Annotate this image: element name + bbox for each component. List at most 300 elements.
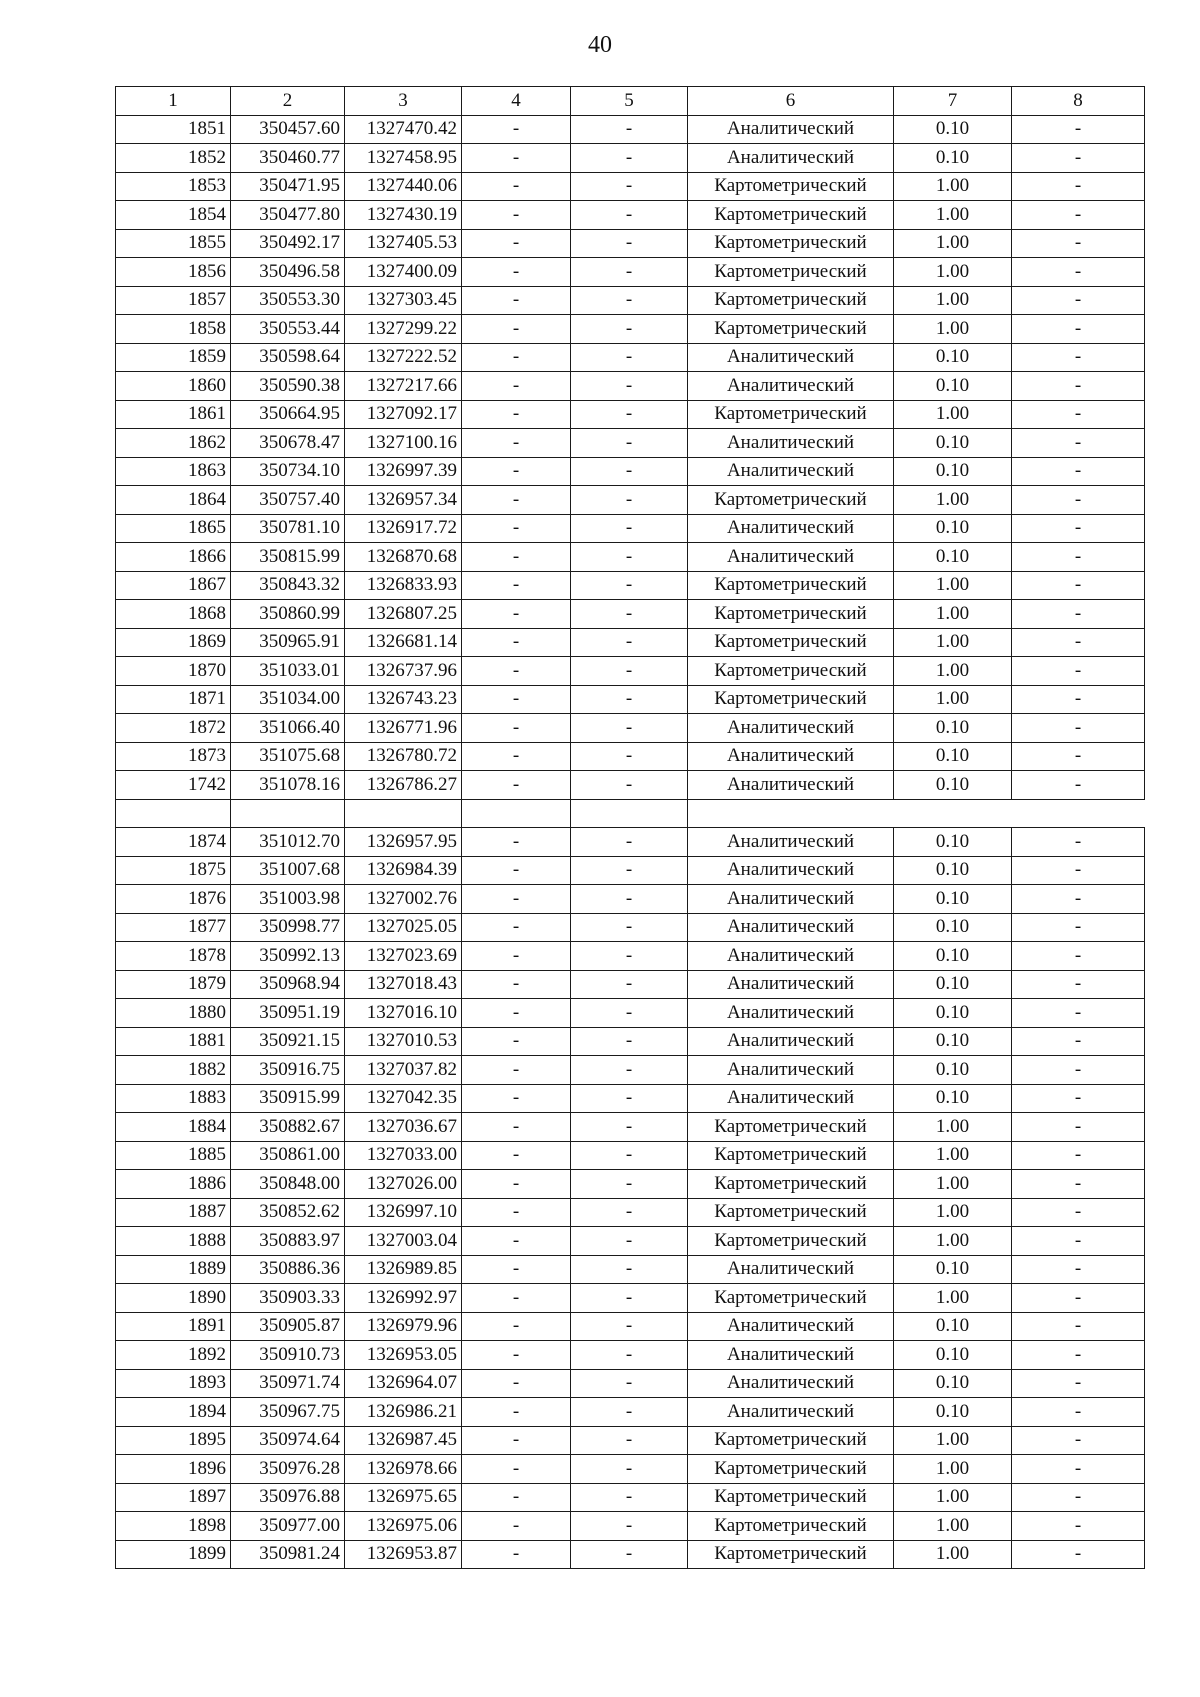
accuracy-cell: 0.10	[894, 742, 1012, 771]
table-row	[116, 771, 1145, 800]
y-coordinate-cell: 1327440.06	[345, 172, 462, 201]
col8-cell: -	[1012, 258, 1145, 287]
point-number-cell: 1896	[116, 1455, 231, 1484]
point-number-cell: 1869	[116, 628, 231, 657]
method-cell: Картометрический	[688, 258, 894, 287]
x-coordinate-cell: 350492.17	[231, 229, 345, 258]
accuracy-cell: 1.00	[894, 1426, 1012, 1455]
y-coordinate-cell: 1326786.27	[345, 771, 462, 800]
col5-cell: -	[571, 1312, 688, 1341]
col8-cell: -	[1012, 1198, 1145, 1227]
col4-cell: -	[462, 1027, 571, 1056]
table-row	[116, 685, 1145, 714]
point-number-cell: 1885	[116, 1141, 231, 1170]
x-coordinate-cell: 351066.40	[231, 714, 345, 743]
point-number-cell: 1862	[116, 429, 231, 458]
x-coordinate-cell: 350757.40	[231, 486, 345, 515]
table-row	[116, 970, 1145, 999]
col5-cell: -	[571, 571, 688, 600]
col8-cell: -	[1012, 856, 1145, 885]
table-row	[116, 628, 1145, 657]
x-coordinate-cell: 350971.74	[231, 1369, 345, 1398]
table-row	[116, 400, 1145, 429]
table-row	[116, 1113, 1145, 1142]
col5-cell: -	[571, 657, 688, 686]
accuracy-cell: 0.10	[894, 1056, 1012, 1085]
col4-cell: -	[462, 913, 571, 942]
table-row	[116, 714, 1145, 743]
table-row	[116, 1084, 1145, 1113]
col8-cell: -	[1012, 372, 1145, 401]
col8-cell: -	[1012, 1455, 1145, 1484]
table-row	[116, 201, 1145, 230]
x-coordinate-cell: 350905.87	[231, 1312, 345, 1341]
table-row	[116, 286, 1145, 315]
accuracy-cell: 1.00	[894, 229, 1012, 258]
table-row	[116, 913, 1145, 942]
col4-cell: -	[462, 685, 571, 714]
col8-cell: -	[1012, 885, 1145, 914]
point-number-cell: 1853	[116, 172, 231, 201]
accuracy-cell: 0.10	[894, 343, 1012, 372]
y-coordinate-cell: 1326987.45	[345, 1426, 462, 1455]
point-number-cell: 1858	[116, 315, 231, 344]
y-coordinate-cell: 1326997.10	[345, 1198, 462, 1227]
col5-cell: -	[571, 970, 688, 999]
y-coordinate-cell: 1326953.87	[345, 1540, 462, 1569]
y-coordinate-cell: 1326833.93	[345, 571, 462, 600]
col8-cell: -	[1012, 315, 1145, 344]
method-cell: Картометрический	[688, 1540, 894, 1569]
col5-cell: -	[571, 600, 688, 629]
col8-cell: -	[1012, 999, 1145, 1028]
header-cell: 6	[688, 87, 894, 116]
y-coordinate-cell: 1327002.76	[345, 885, 462, 914]
x-coordinate-cell: 350965.91	[231, 628, 345, 657]
accuracy-cell: 0.10	[894, 1312, 1012, 1341]
accuracy-cell: 1.00	[894, 1198, 1012, 1227]
col8-cell: -	[1012, 1341, 1145, 1370]
col4-cell: -	[462, 1113, 571, 1142]
y-coordinate-cell: 1327042.35	[345, 1084, 462, 1113]
y-coordinate-cell: 1326992.97	[345, 1284, 462, 1313]
header-cell: 2	[231, 87, 345, 116]
y-coordinate-cell: 1326737.96	[345, 657, 462, 686]
point-number-cell: 1877	[116, 913, 231, 942]
y-coordinate-cell: 1326964.07	[345, 1369, 462, 1398]
table-row	[116, 1398, 1145, 1427]
point-number-cell: 1884	[116, 1113, 231, 1142]
method-cell: Картометрический	[688, 1512, 894, 1541]
x-coordinate-cell: 350848.00	[231, 1170, 345, 1199]
header-cell: 3	[345, 87, 462, 116]
method-cell: Аналитический	[688, 1369, 894, 1398]
point-number-cell: 1892	[116, 1341, 231, 1370]
x-coordinate-cell: 350457.60	[231, 115, 345, 144]
method-cell: Аналитический	[688, 1027, 894, 1056]
x-coordinate-cell: 350477.80	[231, 201, 345, 230]
col5-cell: -	[571, 1170, 688, 1199]
col5-cell: -	[571, 115, 688, 144]
x-coordinate-cell: 350815.99	[231, 543, 345, 572]
method-cell: Аналитический	[688, 1056, 894, 1085]
table-row	[116, 1483, 1145, 1512]
col5-cell: -	[571, 343, 688, 372]
col4-cell: -	[462, 1512, 571, 1541]
x-coordinate-cell: 350951.19	[231, 999, 345, 1028]
x-coordinate-cell: 350968.94	[231, 970, 345, 999]
col4-cell: -	[462, 1084, 571, 1113]
y-coordinate-cell: 1327222.52	[345, 343, 462, 372]
col8-cell: -	[1012, 1512, 1145, 1541]
col4-cell: -	[462, 970, 571, 999]
col4-cell: -	[462, 457, 571, 486]
x-coordinate-cell: 350860.99	[231, 600, 345, 629]
point-number-cell: 1874	[116, 828, 231, 857]
col8-cell: -	[1012, 543, 1145, 572]
table-row	[116, 315, 1145, 344]
y-coordinate-cell: 1327025.05	[345, 913, 462, 942]
col4-cell: -	[462, 429, 571, 458]
y-coordinate-cell: 1327430.19	[345, 201, 462, 230]
col5-cell: -	[571, 1056, 688, 1085]
col8-cell: -	[1012, 1027, 1145, 1056]
header-cell: 7	[894, 87, 1012, 116]
y-coordinate-cell: 1327018.43	[345, 970, 462, 999]
point-number-cell: 1865	[116, 514, 231, 543]
col4-cell: -	[462, 201, 571, 230]
method-cell: Картометрический	[688, 1113, 894, 1142]
x-coordinate-cell: 351007.68	[231, 856, 345, 885]
method-cell: Картометрический	[688, 172, 894, 201]
col4-cell: -	[462, 172, 571, 201]
table-row	[116, 172, 1145, 201]
point-number-cell: 1867	[116, 571, 231, 600]
point-number-cell: 1881	[116, 1027, 231, 1056]
col8-cell: -	[1012, 1227, 1145, 1256]
method-cell: Аналитический	[688, 856, 894, 885]
col5-cell: -	[571, 172, 688, 201]
method-cell: Картометрический	[688, 628, 894, 657]
col4-cell: -	[462, 1312, 571, 1341]
accuracy-cell: 0.10	[894, 1027, 1012, 1056]
col4-cell: -	[462, 1056, 571, 1085]
col8-cell: -	[1012, 970, 1145, 999]
col5-cell: -	[571, 1027, 688, 1056]
x-coordinate-cell: 350843.32	[231, 571, 345, 600]
x-coordinate-cell: 350590.38	[231, 372, 345, 401]
point-number-cell: 1875	[116, 856, 231, 885]
table-row	[116, 229, 1145, 258]
method-cell: Картометрический	[688, 571, 894, 600]
point-number-cell: 1871	[116, 685, 231, 714]
col5-cell: -	[571, 543, 688, 572]
table-row	[116, 1312, 1145, 1341]
method-cell: Аналитический	[688, 1341, 894, 1370]
table-header-row	[116, 87, 1145, 116]
col4-cell: -	[462, 229, 571, 258]
col5-cell: -	[571, 1084, 688, 1113]
col8-cell: -	[1012, 1113, 1145, 1142]
header-cell: 4	[462, 87, 571, 116]
col4-cell: -	[462, 657, 571, 686]
x-coordinate-cell: 350553.30	[231, 286, 345, 315]
col8-cell: -	[1012, 201, 1145, 230]
method-cell: Картометрический	[688, 400, 894, 429]
x-coordinate-cell: 350992.13	[231, 942, 345, 971]
method-cell: Аналитический	[688, 742, 894, 771]
point-number-cell: 1873	[116, 742, 231, 771]
empty-cell	[345, 799, 462, 828]
table-row	[116, 1369, 1145, 1398]
accuracy-cell: 0.10	[894, 1255, 1012, 1284]
coordinates-table	[115, 86, 1145, 1569]
point-number-cell: 1852	[116, 144, 231, 173]
table-row	[116, 1341, 1145, 1370]
col4-cell: -	[462, 144, 571, 173]
x-coordinate-cell: 350998.77	[231, 913, 345, 942]
col8-cell: -	[1012, 1426, 1145, 1455]
method-cell: Картометрический	[688, 657, 894, 686]
page-number: 40	[588, 32, 612, 58]
method-cell: Картометрический	[688, 1227, 894, 1256]
table-row	[116, 1284, 1145, 1313]
method-cell: Аналитический	[688, 970, 894, 999]
col4-cell: -	[462, 315, 571, 344]
point-number-cell: 1861	[116, 400, 231, 429]
x-coordinate-cell: 350910.73	[231, 1341, 345, 1370]
col8-cell: -	[1012, 1084, 1145, 1113]
col8-cell: -	[1012, 457, 1145, 486]
col8-cell: -	[1012, 400, 1145, 429]
y-coordinate-cell: 1327092.17	[345, 400, 462, 429]
x-coordinate-cell: 350861.00	[231, 1141, 345, 1170]
col4-cell: -	[462, 543, 571, 572]
col5-cell: -	[571, 1141, 688, 1170]
method-cell: Аналитический	[688, 343, 894, 372]
col8-cell: -	[1012, 771, 1145, 800]
accuracy-cell: 0.10	[894, 1369, 1012, 1398]
col8-cell: -	[1012, 913, 1145, 942]
col8-cell: -	[1012, 1540, 1145, 1569]
col4-cell: -	[462, 372, 571, 401]
col8-cell: -	[1012, 286, 1145, 315]
method-cell: Картометрический	[688, 286, 894, 315]
y-coordinate-cell: 1327036.67	[345, 1113, 462, 1142]
x-coordinate-cell: 350976.28	[231, 1455, 345, 1484]
table-row	[116, 543, 1145, 572]
accuracy-cell: 1.00	[894, 258, 1012, 287]
point-number-cell: 1898	[116, 1512, 231, 1541]
method-cell: Аналитический	[688, 429, 894, 458]
accuracy-cell: 1.00	[894, 1170, 1012, 1199]
method-cell: Аналитический	[688, 457, 894, 486]
y-coordinate-cell: 1326681.14	[345, 628, 462, 657]
accuracy-cell: 1.00	[894, 201, 1012, 230]
header-cell: 5	[571, 87, 688, 116]
x-coordinate-cell: 351003.98	[231, 885, 345, 914]
y-coordinate-cell: 1327023.69	[345, 942, 462, 971]
point-number-cell: 1859	[116, 343, 231, 372]
col5-cell: -	[571, 1398, 688, 1427]
col5-cell: -	[571, 942, 688, 971]
y-coordinate-cell: 1326953.05	[345, 1341, 462, 1370]
accuracy-cell: 1.00	[894, 1540, 1012, 1569]
table-row	[116, 372, 1145, 401]
col5-cell: -	[571, 429, 688, 458]
y-coordinate-cell: 1327458.95	[345, 144, 462, 173]
table-row	[116, 856, 1145, 885]
empty-cell	[231, 799, 345, 828]
col5-cell: -	[571, 1284, 688, 1313]
x-coordinate-cell: 350916.75	[231, 1056, 345, 1085]
table-row	[116, 571, 1145, 600]
point-number-cell: 1870	[116, 657, 231, 686]
col5-cell: -	[571, 885, 688, 914]
accuracy-cell: 0.10	[894, 970, 1012, 999]
accuracy-cell: 0.10	[894, 885, 1012, 914]
point-number-cell: 1854	[116, 201, 231, 230]
col4-cell: -	[462, 1455, 571, 1484]
point-number-cell: 1880	[116, 999, 231, 1028]
y-coordinate-cell: 1326979.96	[345, 1312, 462, 1341]
accuracy-cell: 1.00	[894, 1512, 1012, 1541]
accuracy-cell: 1.00	[894, 1483, 1012, 1512]
accuracy-cell: 1.00	[894, 1455, 1012, 1484]
col8-cell: -	[1012, 600, 1145, 629]
accuracy-cell: 1.00	[894, 400, 1012, 429]
table-row	[116, 258, 1145, 287]
point-number-cell: 1878	[116, 942, 231, 971]
accuracy-cell: 0.10	[894, 429, 1012, 458]
col5-cell: -	[571, 714, 688, 743]
col8-cell: -	[1012, 1141, 1145, 1170]
table-row	[116, 1198, 1145, 1227]
method-cell: Картометрический	[688, 600, 894, 629]
col4-cell: -	[462, 771, 571, 800]
accuracy-cell: 1.00	[894, 286, 1012, 315]
point-number-cell: 1868	[116, 600, 231, 629]
x-coordinate-cell: 350883.97	[231, 1227, 345, 1256]
y-coordinate-cell: 1327303.45	[345, 286, 462, 315]
col8-cell: -	[1012, 229, 1145, 258]
col5-cell: -	[571, 514, 688, 543]
y-coordinate-cell: 1326986.21	[345, 1398, 462, 1427]
table-row	[116, 999, 1145, 1028]
col4-cell: -	[462, 856, 571, 885]
method-cell: Аналитический	[688, 999, 894, 1028]
accuracy-cell: 0.10	[894, 714, 1012, 743]
accuracy-cell: 0.10	[894, 913, 1012, 942]
col8-cell: -	[1012, 115, 1145, 144]
point-number-cell: 1879	[116, 970, 231, 999]
point-number-cell: 1882	[116, 1056, 231, 1085]
accuracy-cell: 1.00	[894, 571, 1012, 600]
table-row	[116, 1426, 1145, 1455]
accuracy-cell: 1.00	[894, 1113, 1012, 1142]
col8-cell: -	[1012, 429, 1145, 458]
col4-cell: -	[462, 115, 571, 144]
col5-cell: -	[571, 315, 688, 344]
x-coordinate-cell: 350967.75	[231, 1398, 345, 1427]
col5-cell: -	[571, 1540, 688, 1569]
col5-cell: -	[571, 258, 688, 287]
point-number-cell: 1864	[116, 486, 231, 515]
method-cell: Аналитический	[688, 514, 894, 543]
point-number-cell: 1872	[116, 714, 231, 743]
table-row	[116, 1227, 1145, 1256]
method-cell: Картометрический	[688, 201, 894, 230]
point-number-cell: 1856	[116, 258, 231, 287]
col8-cell: -	[1012, 685, 1145, 714]
method-cell: Аналитический	[688, 913, 894, 942]
col5-cell: -	[571, 1483, 688, 1512]
y-coordinate-cell: 1326771.96	[345, 714, 462, 743]
accuracy-cell: 1.00	[894, 1284, 1012, 1313]
x-coordinate-cell: 350553.44	[231, 315, 345, 344]
point-number-cell: 1866	[116, 543, 231, 572]
col4-cell: -	[462, 628, 571, 657]
accuracy-cell: 0.10	[894, 942, 1012, 971]
y-coordinate-cell: 1326989.85	[345, 1255, 462, 1284]
method-cell: Аналитический	[688, 1255, 894, 1284]
table-row	[116, 1540, 1145, 1569]
point-number-cell: 1899	[116, 1540, 231, 1569]
separator-row	[116, 799, 1145, 828]
col4-cell: -	[462, 1369, 571, 1398]
x-coordinate-cell: 350734.10	[231, 457, 345, 486]
y-coordinate-cell: 1326780.72	[345, 742, 462, 771]
col8-cell: -	[1012, 628, 1145, 657]
x-coordinate-cell: 350460.77	[231, 144, 345, 173]
point-number-cell: 1894	[116, 1398, 231, 1427]
header-cell: 8	[1012, 87, 1145, 116]
y-coordinate-cell: 1327033.00	[345, 1141, 462, 1170]
y-coordinate-cell: 1326975.65	[345, 1483, 462, 1512]
x-coordinate-cell: 350915.99	[231, 1084, 345, 1113]
method-cell: Аналитический	[688, 144, 894, 173]
y-coordinate-cell: 1327217.66	[345, 372, 462, 401]
col4-cell: -	[462, 999, 571, 1028]
y-coordinate-cell: 1326807.25	[345, 600, 462, 629]
col4-cell: -	[462, 486, 571, 515]
col5-cell: -	[571, 1255, 688, 1284]
y-coordinate-cell: 1327026.00	[345, 1170, 462, 1199]
col8-cell: -	[1012, 1284, 1145, 1313]
col4-cell: -	[462, 1540, 571, 1569]
table-row	[116, 486, 1145, 515]
col4-cell: -	[462, 1284, 571, 1313]
table-row	[116, 942, 1145, 971]
x-coordinate-cell: 351033.01	[231, 657, 345, 686]
header-cell: 1	[116, 87, 231, 116]
point-number-cell: 1887	[116, 1198, 231, 1227]
method-cell: Аналитический	[688, 1312, 894, 1341]
x-coordinate-cell: 350664.95	[231, 400, 345, 429]
col5-cell: -	[571, 1113, 688, 1142]
point-number-cell: 1863	[116, 457, 231, 486]
col8-cell: -	[1012, 742, 1145, 771]
col5-cell: -	[571, 1512, 688, 1541]
point-number-cell: 1860	[116, 372, 231, 401]
point-number-cell: 1857	[116, 286, 231, 315]
col5-cell: -	[571, 913, 688, 942]
y-coordinate-cell: 1327003.04	[345, 1227, 462, 1256]
col8-cell: -	[1012, 1056, 1145, 1085]
accuracy-cell: 0.10	[894, 1084, 1012, 1113]
col5-cell: -	[571, 229, 688, 258]
point-number-cell: 1742	[116, 771, 231, 800]
